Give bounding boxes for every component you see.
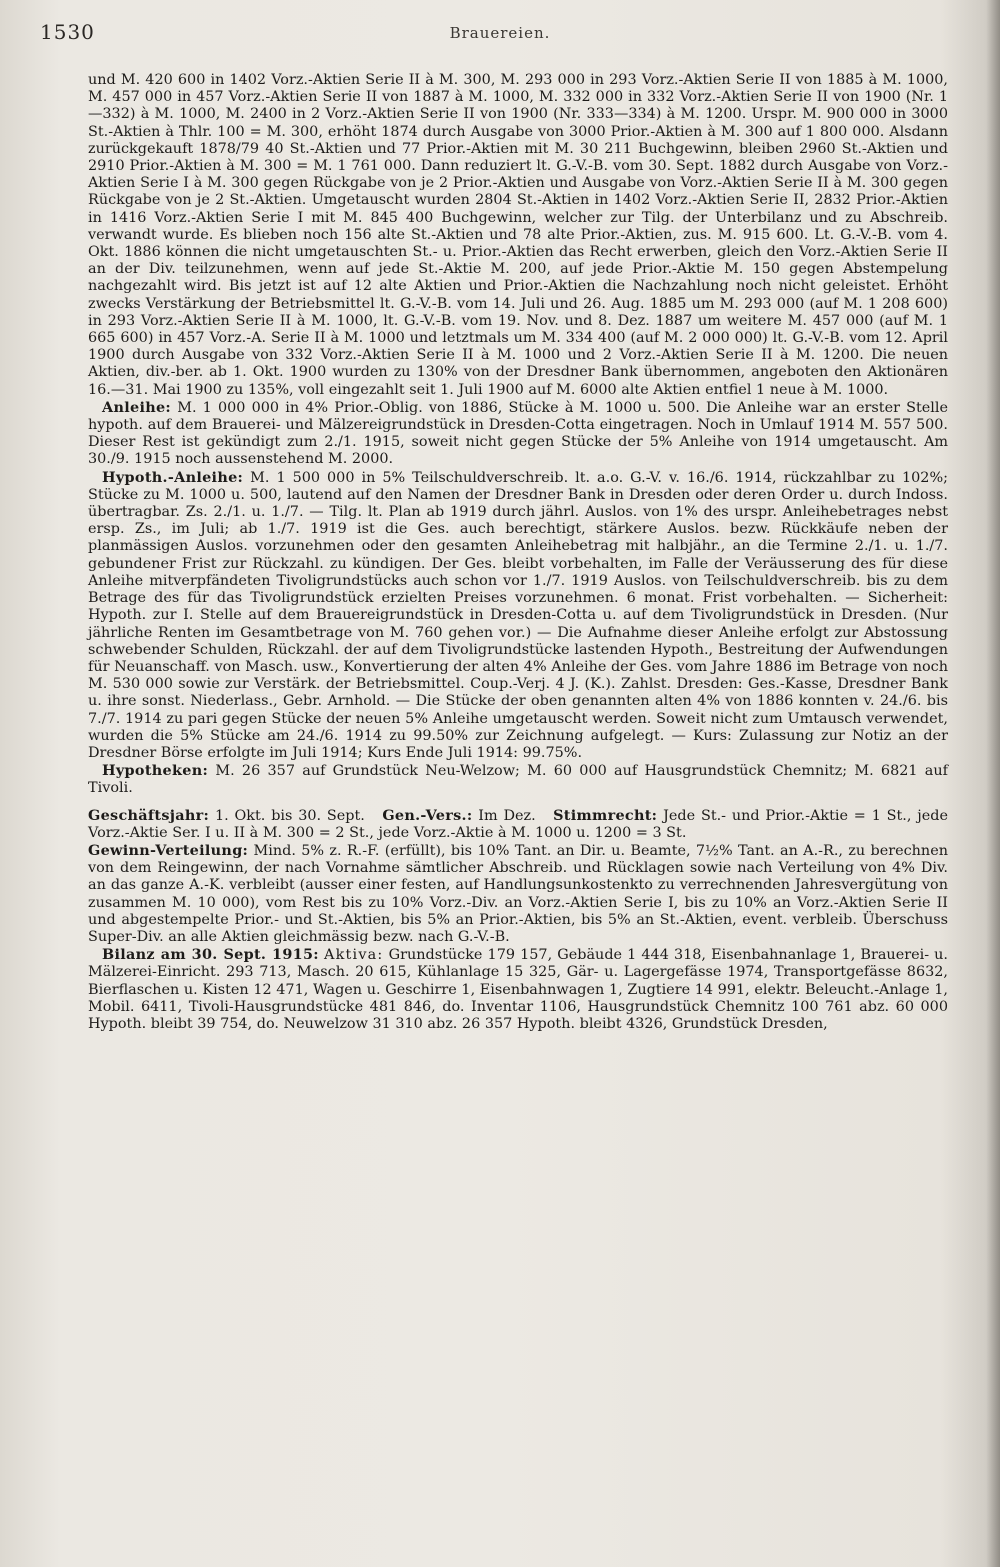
page-edge-shadow [986,0,1000,1567]
profit-text: Mind. 5% z. R.-F. (erfüllt), bis 10% Tant. an Dir. u. Beamte, 7½% Tant. an A.-R., zu berechnen von dem Reingewinn, der nach Vornahme sämtlicher Abschreib. und Rücklagen sowie nach Verteilung von 4% Div. an das ganze A.-K. verbleibt (ausser einer festen, auf Handlungsunkostenkto zu verrechnenden Jahresvergütung von zusammen M. 10 000), vom Rest bis zu 10% Vorz.-Div. an Vorz.-Aktien Serie I, bis zu 10% an Vorz.-Aktien Serie II und abgestempelte Prior.- und St.-Aktien, bis 5% an Prior.-Aktien, bis 5% an St.-Aktien, event. verbleib. Überschuss Super-Div. an alle Aktien gleichmässig bezw. nach G.-V.-B. [88,842,948,945]
section-label: Hypotheken: [102,762,209,780]
gv-text: Im Dez. [478,807,536,824]
page-header [40,20,960,50]
capital-history-paragraph: und M. 420 600 in 1402 Vorz.-Aktien Serie II à M. 300, M. 293 000 in 293 Vorz.-Aktien Serie II von 1885 à M. 1000, M. 457 000 in 457 Vorz.-Aktien Serie II von 1887 à M. 1000, M. 332 000 in 332 Vorz.-Aktien Serie II von 1900 (Nr. 1—332) à M. 1000, M. 2400 in 2 Vorz.-Aktien Serie II von 1900 (Nr. 333—334) à M. 1200. Urspr. M. 900 000 in 3000 St.-Aktien à Thlr. 100 = M. 300, erhöht 1874 durch Ausgabe von 3000 Prior.-Aktien à M. 300 auf 1 800 000. Alsdann zurückgekauft 1878/79 40 St.-Aktien und 77 Prior.-Aktien mit M. 30 211 Buchgewinn, bleiben 2960 St.-Aktien und 2910 Prior.-Aktien à M. 300 = M. 1 761 000. Dann reduziert lt. G.-V.-B. vom 30. Sept. 1882 durch Ausgabe von Vorz.-Aktien Serie I à M. 300 gegen Rückgabe von je 2 Prior.-Aktien und Ausgabe von Vorz.-Aktien Serie II à M. 300 gegen Rückgabe von je 2 St.-Aktien. Umgetauscht wurden 2804 St.-Aktien in 1402 Vorz.-Aktien Serie II, 2832 Prior.-Aktien in 1416 Vorz.-Aktien Serie I mit M. 845 400 Buchgewinn, welcher zur Tilg. der Unterbilanz und zu Abschreib. verwandt wurde. Es blieben noch 156 alte St.-Aktien und 78 alte Prior.-Aktien, zus. M. 915 600. Lt. G.-V.-B. vom 4. Okt. 1886 können die nicht umgetauschten St.- u. Prior.-Aktien das Recht erwerben, gleich den Vorz.-Aktien Serie II an der Div. teilzunehmen, wenn auf jede St.-Aktie M. 200, auf jede Prior.-Aktie M. 150 gegen Abstempelung nachgezahlt wird. Bis jetzt ist auf 12 alte Aktien und Prior.-Aktien die Nachzahlung noch nicht geleistet. Erhöht zwecks Verstärkung der Betriebsmittel lt. G.-V.-B. vom 14. Juli und 26. Aug. 1885 um M. 293 000 (auf M. 1 208 600) in 293 Vorz.-Aktien Serie II à M. 1000, lt. G.-V.-B. vom 19. Nov. und 8. Dez. 1887 um weitere M. 457 000 (auf M. 1 665 600) in 457 Vorz.-A. Serie II à M. 1000 und letztmals um M. 334 400 (auf M. 2 000 000) lt. G.-V.-B. vom 12. April 1900 durch Ausgabe von 332 Vorz.-Aktien Serie II à M. 1000 und 2 Vorz.-Aktien Serie II à M. 1200. Die neuen Aktien, div.-ber. ab 1. Okt. 1900 wurden zu 130% von der Dresdner Bank übernommen, angeboten den Aktionären 16.—31. Mai 1900 zu 135%, voll eingezahlt seit 1. Juli 1900 auf M. 6000 alte Aktien entfiel 1 neue à M. 1000. [88,72,948,398]
section-gewinn-verteilung [88,842,948,946]
balance-text: Grundstücke 179 157, Gebäude 1 444 318, Eisenbahnanlage 1, Brauerei- u. Mälzerei-Einricht. 293 713, Masch. 20 615, Kühlanlage 15 325, Gär- u. Lagergefässe 1974, Transportgefässe 8632, Bierflaschen u. Kisten 12 471, Wagen u. Geschirre 1, Eisenbahnwagen 1, Zugtiere 14 991, elektr. Beleucht.-Anlage 1, Mobil. 6411, Tivoli-Hausgrundstücke 481 846, do. Inventar 1106, Hausgrundstück Chemnitz 100 761 abz. 60 000 Hypoth. bleibt 39 754, do. Neuwelzow 31 310 abz. 26 357 Hypoth. bleibt 4326, Grundstück Dresden, [88,947,949,1032]
section-geschaeftsjahr [88,807,948,842]
balance-label: Bilanz am 30. Sept. 1915: [102,946,319,964]
body-text [88,72,948,1033]
section-hypotheken [88,762,948,797]
vote-label: Stimmrecht: [553,806,658,824]
profit-label: Gewinn-Verteilung: [88,841,249,859]
running-head: Brauereien. [449,24,551,42]
section-anleihe [88,399,948,469]
section-text: M. 1 000 000 in 4% Prior.-Oblig. von 1886, Stücke à M. 1000 u. 500. Die Anleihe war an erster Stelle hypoth. auf dem Brauerei- und Mälzereigrundstück in Dresden-Cotta eingetragen. Noch in Umlauf 1914 M. 557 500. Dieser Rest ist gekündigt zum 2./1. 1915, soweit nicht gegen Stücke der 5% Anleihe von 1914 umgetauscht. Am 30./9. 1915 noch aussenstehend M. 2000. [88,399,948,468]
balance-sub: Aktiva: [324,947,384,964]
page-number: 1530 [40,20,95,44]
section-hypoth-anleihe [88,469,948,762]
vote-text: Jede St.- und Prior.-Aktie = 1 St., jede Vorz.-Aktie Ser. I u. II à M. 300 = 2 St., jede Vorz.-Aktie à M. 1000 u. 1200 = 3 St. [88,807,948,841]
fiscal-label: Geschäftsjahr: [88,806,210,824]
section-text: M. 26 357 auf Grundstück Neu-Welzow; M. 60 000 auf Hausgrundstück Chemnitz; M. 6821 auf Tivoli. [88,763,948,797]
section-bilanz [88,946,948,1033]
section-label: Hypoth.-Anleihe: [102,468,244,486]
section-text: M. 1 500 000 in 5% Teilschuldverschreib. lt. a.o. G.-V. v. 16./6. 1914, rückzahlbar zu 102%; Stücke zu M. 1000 u. 500, lautend auf den Namen der Dresdner Bank in Dresden oder deren Order u. durch Indoss. übertragbar. Zs. 2./1. u. 1./7. — Tilg. lt. Plan ab 1919 durch jährl. Auslos. von 1% des urspr. Anleihebetrages nebst ersp. Zs., im Juli; ab 1./7. 1919 ist die Ges. auch berechtigt, stärkere Auslos. bezw. Rückkäufe neben der planmässigen Auslos. vorzunehmen oder den gesamten Anleihebetrag mit halbjähr., an die Termine 2./1. u. 1./7. gebundener Frist zur Rückzahl. zu kündigen. Der Ges. bleibt vorbehalten, im Falle der Veräusserung des für diese Anleihe mitverpfändeten Tivoligrundstücks auch schon vor 1./7. 1919 Auslos. von Teilschuldverschreib. bis zu dem Betrage des für das Tivoligrundstück erzielten Preises vorzunehmen. 6 monat. Frist vorbehalten. — Sicherheit: Hypoth. zur I. Stelle auf dem Brauereigrundstück in Dresden-Cotta u. auf dem Tivoligrundstück in Dresden. (Nur jährliche Renten im Gesamtbetrage von M. 760 gehen vor.) — Die Aufnahme dieser Anleihe erfolgt zur Abstossung schwebender Schulden, Rückzahl. der auf dem Tivoligrundstücke lastenden Hypoth., Bestreitung der Aufwendungen für Neuanschaff. von Masch. usw., Konvertierung der alten 4% Anleihe der Ges. vom Jahre 1886 im Betrage von noch M. 530 000 sowie zur Verstärk. der Betriebsmittel. Coup.-Verj. 4 J. (K.). Zahlst. Dresden: Ges.-Kasse, Dresdner Bank u. ihre sonst. Niederlass., Gebr. Arnhold. — Die Stücke der oben genannten alten 4% von 1886 konnten v. 24./6. bis 7./7. 1914 zu pari gegen Stücke der neuen 5% Anleihe umgetauscht werden. Soweit nicht zum Umtausch verwendet, wurden die 5% Stücke am 24./6. 1914 zu 99.50% zur Zeichnung aufgelegt. — Kurs: Zulassung zur Notiz an der Dresdner Börse erfolgte im Juli 1914; Kurs Ende Juli 1914: 99.75%. [88,469,948,761]
gv-label: Gen.-Vers.: [382,806,473,824]
section-label: Anleihe: [102,398,172,416]
fiscal-text: 1. Okt. bis 30. Sept. [214,807,365,824]
